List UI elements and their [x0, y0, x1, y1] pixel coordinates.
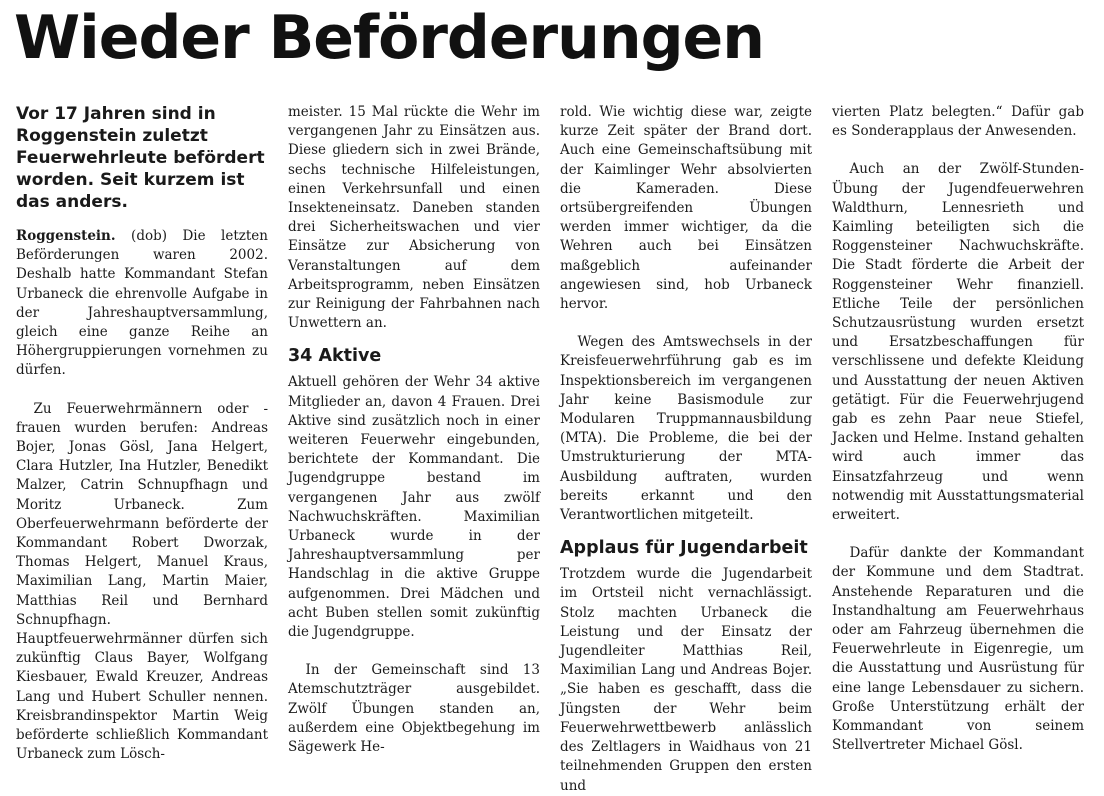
- article-paragraph: [16, 227, 268, 381]
- article-paragraph: In der Gemeinschaft sind 13 Atemschutzträger ausgebildet. Zwölf Übungen standen an, außerdem eine Objektbegehung im Sägewerk He-: [288, 662, 540, 756]
- article-paragraph: Dafür dankte der Kommandant der Kommune und dem Stadtrat. Anstehende Reparaturen und die Instandhaltung am Feuerwehrhaus oder am Fahrzeug übernehmen die Feuerwehrleute in Eigenregie, um die Ausstattung und Ausrüstung für eine lange Lebensdauer zu sichern. Große Unterstützung erhält der Kommandant von seinem Stellvertreter Michael Gösl.: [832, 545, 1084, 754]
- article-paragraph: Wegen des Amtswechsels in der Kreisfeuerwehrführung gab es im Inspektionsbereich im vergangenen Jahr keine Basismodule zur Modularen Truppmannausbildung (MTA). Die Probleme, die bei der Umstrukturierung der MTA-Ausbildung auftraten, wurden bereits erkannt und den Verantwortlichen mitgeteilt.: [560, 334, 812, 524]
- dateline: Roggenstein.: [16, 228, 116, 244]
- article-column-2: [288, 103, 540, 757]
- article-paragraph: Trotzdem wurde die Jugendarbeit im Ortsteil nicht vernachlässigt. Stolz machten Urbaneck die Leistung und der Einsatz der Jugendleiter Matthias Reil, Maximilian Lang und Andreas Bojer. „Sie haben es geschafft, dass die Jüngsten der Wehr beim Feuerwehrwettbewerb anlässlich des Zeltlagers in Waidhaus von 21 teilnehmenden Gruppen den ersten und: [560, 566, 812, 794]
- article-column-1: [16, 103, 268, 764]
- article-paragraph: rold. Wie wichtig diese war, zeigte kurze Zeit später der Brand dort. Auch eine Gemeinschaftsübung mit der Kaimlinger Wehr absolvierten die Kameraden. Diese ortsübergreifenden Übungen werden immer wichtiger, da die Wehren auch bei Einsätzen maßgeblich aufeinander angewiesen sind, hob Urbaneck hervor.: [560, 104, 812, 313]
- article-paragraph: Auch an der Zwölf-Stunden-Übung der Jugendfeuerwehren Waldthurn, Lennesrieth und Kaimling beteiligten sich die Roggensteiner Nachwuchskräfte. Die Stadt förderte die Arbeit der Roggensteiner Wehr finanziell. Etliche Teile der persönlichen Schutzausrüstung wurden ersetzt und Ersatzbeschaffungen für verschlissene und defekte Kleidung und Ausstattung der neuen Aktiven getätigt. Für die Feuerwehrjugend gab es zehn Paar neue Stiefel, Jacken und Helme. Instand gehalten wird auch immer das Einsatzfahrzeug und wenn notwendig mit Ausstattungsmaterial erweitert.: [832, 161, 1084, 524]
- article-headline: Wieder Beförderungen: [14, 3, 764, 73]
- article-paragraph: vierten Platz belegten.“ Dafür gab es Sonderapplaus der Anwesenden.: [832, 104, 1084, 140]
- article-lead: Vor 17 Jahren sind in Roggenstein zuletzt Feuerwehrleute befördert worden. Seit kurzem ist das anders.: [16, 104, 265, 212]
- article-paragraph: Zu Feuerwehrmännern oder -frauen wurden berufen: Andreas Bojer, Jonas Gösl, Jana Helgert, Clara Hutzler, Ina Hutzler, Benedikt Malzer, Catrin Schnupfhagn und Moritz Urbaneck. Zum Oberfeuerwehrmann beförderte der Kommandant Robert Dworzak, Thomas Helgert, Manuel Kraus, Maximilian Lang, Martin Maier, Matthias Reil und Bernhard Schnupfhagn. Hauptfeuerwehrmänner dürfen sich zukünftig Claus Bayer, Wolfgang Kiesbauer, Ewald Kreuzer, Andreas Lang und Hubert Schuller nennen. Kreisbrandinspektor Martin Weig beförderte schließlich Kommandant Urbaneck zum Lösch-: [16, 400, 268, 763]
- paragraph-text: (dob) Die letzten Beförderungen waren 2002. Deshalb hatte Kommandant Stefan Urbaneck die ehrenvolle Aufgabe in der Jahreshauptversammlung, gleich eine ganze Reihe an Höhergruppierungen vornehmen zu dürfen.: [16, 228, 268, 379]
- article-column-4: [832, 103, 1084, 756]
- article-paragraph: Aktuell gehören der Wehr 34 aktive Mitglieder an, davon 4 Frauen. Drei Aktive sind zusätzlich noch in einer weiteren Feuerwehr eingebunden, berichtete der Kommandant. Die Jugendgruppe bestand im vergangenen Jahr aus zwölf Nachwuchskräften. Maximilian Urbaneck wurde in der Jahreshauptversammlung per Handschlag in die aktive Gruppe aufgenommen. Drei Mädchen und acht Buben stellen somit zukünftig die Jugendgruppe.: [288, 374, 540, 641]
- article-paragraph: meister. 15 Mal rückte die Wehr im vergangenen Jahr zu Einsätzen aus. Diese gliedern sich in zwei Brände, sechs technische Hilfeleistungen, einen Verkehrsunfall und einen Insekteneinsatz. Daneben standen drei Sicherheitswachen und vier Einsätze zur Absicherung von Veranstaltungen auf dem Arbeitsprogramm, neben Einsätzen zur Reinigung der Fahrbahnen nach Unwettern an.: [288, 104, 540, 332]
- subheading-applaus-fuer-jugendarbeit: Applaus für Jugendarbeit: [560, 538, 808, 559]
- article-column-3: [560, 103, 812, 796]
- subheading-34-aktive: 34 Aktive: [288, 346, 382, 367]
